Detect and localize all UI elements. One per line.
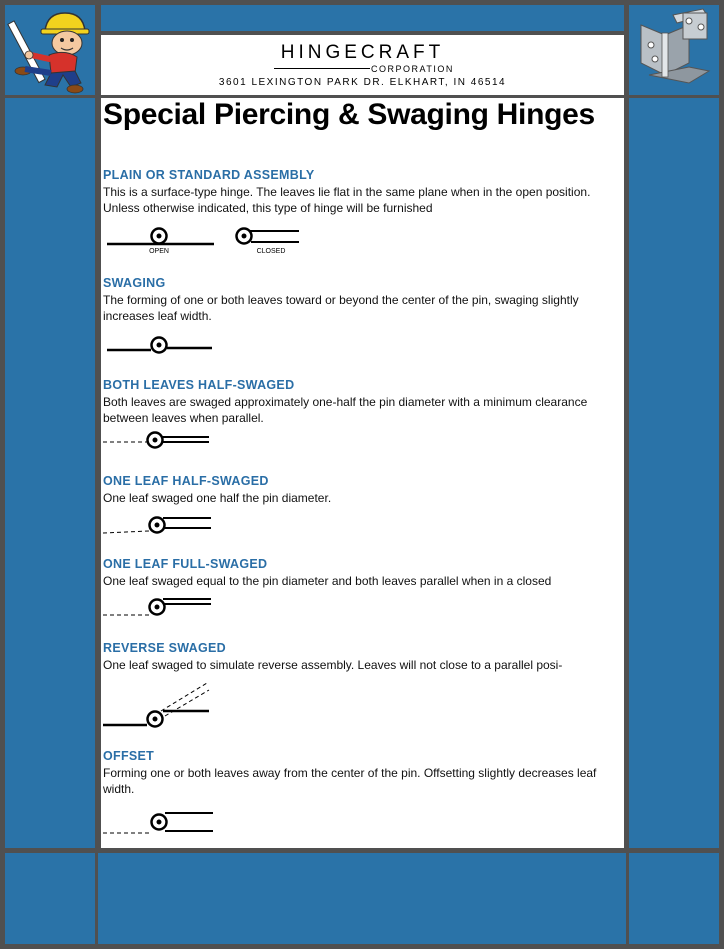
hinge-photo-cell [629, 5, 719, 95]
footer-left-panel [5, 853, 95, 944]
standard-assembly-diagram [101, 222, 624, 258]
one-leaf-full-swaged-diagram [101, 595, 624, 621]
section-title: OFFSET [103, 749, 155, 763]
section-title: BOTH LEAVES HALF-SWAGED [103, 378, 295, 392]
brand-name: HINGECRAFT [280, 42, 445, 63]
closed-label: CLOSED [256, 248, 286, 255]
section-body: Both leaves are swaged approximately one-half the pin diameter with a minimum clearance between leaves when parallel. [103, 395, 588, 425]
both-leaves-half-swaged-diagram [101, 429, 624, 453]
section-body: Forming one or both leaves away from the center of the pin. Offsetting slightly decreases leaf width. [103, 766, 597, 796]
content-panel [101, 98, 624, 848]
section-body: This is a surface-type hinge. The leaves lie flat in the same plane when in the open position. Unless otherwise indicated, this type of hinge will be furnished [103, 185, 591, 215]
open-label: OPEN [149, 248, 169, 255]
footer-right-panel [629, 853, 719, 944]
corporation-rule [274, 68, 370, 69]
section-title: ONE LEAF HALF-SWAGED [103, 474, 269, 488]
section-body: The forming of one or both leaves toward or beyond the center of the pin, swaging slightly increases leaf width. [103, 293, 579, 323]
corporation-label: CORPORATION [371, 64, 454, 74]
footer-center-panel [98, 853, 626, 944]
metal-hinge-icon [629, 5, 719, 95]
offset-diagram [101, 808, 624, 842]
one-leaf-half-swaged-diagram [101, 512, 624, 538]
section-title: REVERSE SWAGED [103, 641, 226, 655]
section-title: SWAGING [103, 276, 166, 290]
header-top-strip [101, 5, 624, 31]
reverse-swaged-diagram [101, 678, 624, 730]
section-body: One leaf swaged to simulate reverse assembly. Leaves will not close to a parallel posi- [103, 658, 563, 672]
swaging-diagram [101, 332, 624, 360]
worker-mascot-icon [5, 5, 95, 95]
page-title: Special Piercing & Swaging Hinges [103, 98, 595, 131]
right-margin-panel [629, 98, 719, 848]
mascot-cell [5, 5, 95, 95]
section-title: PLAIN OR STANDARD ASSEMBLY [103, 168, 315, 182]
company-header [101, 35, 624, 95]
left-margin-panel [5, 98, 95, 848]
section-body: One leaf swaged equal to the pin diameter and both leaves parallel when in a closed [103, 574, 552, 588]
section-title: ONE LEAF FULL-SWAGED [103, 557, 268, 571]
company-address: 3601 LEXINGTON PARK DR. ELKHART, IN 46514 [218, 77, 507, 88]
section-body: One leaf swaged one half the pin diameter. [103, 491, 332, 505]
